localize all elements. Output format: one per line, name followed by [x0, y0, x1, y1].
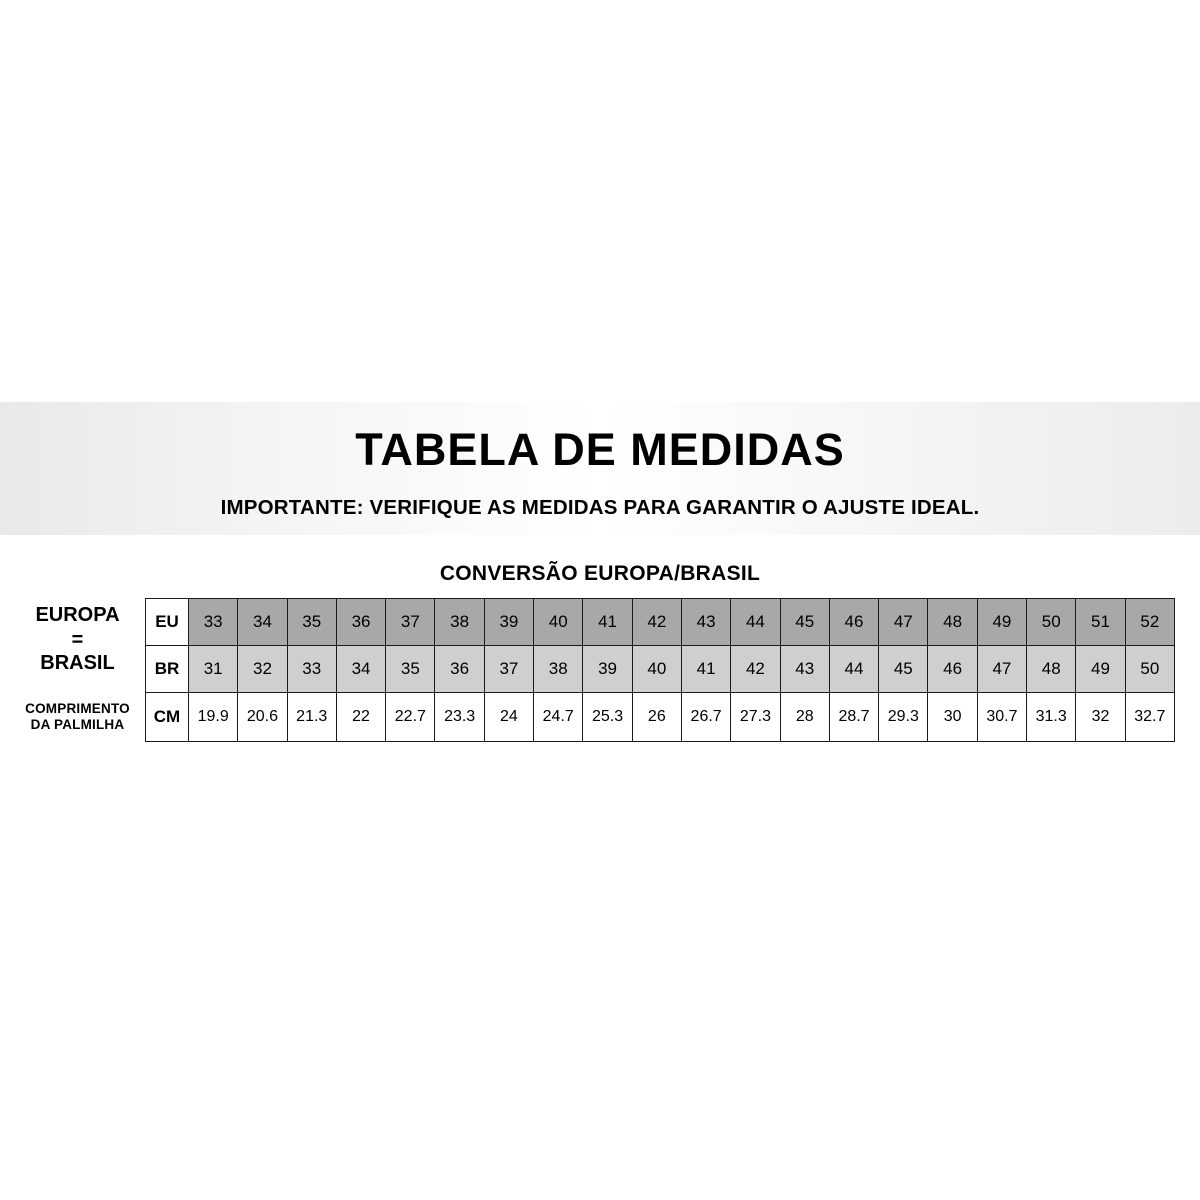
cell-cm-18: 32 — [1076, 693, 1125, 742]
label-insole-length-line1: COMPRIMENTO — [25, 701, 130, 716]
table-row — [146, 693, 1175, 742]
cell-cm-0: 19.9 — [189, 693, 238, 742]
cell-eu-0: 33 — [189, 599, 238, 646]
cell-eu-18: 51 — [1076, 599, 1125, 646]
cell-cm-7: 24.7 — [534, 693, 583, 742]
size-conversion-table — [145, 598, 1175, 742]
cell-cm-12: 28 — [780, 693, 829, 742]
cell-br-4: 35 — [386, 646, 435, 693]
cell-br-0: 31 — [189, 646, 238, 693]
left-axis-labels — [10, 598, 145, 733]
cell-cm-15: 30 — [928, 693, 977, 742]
cell-br-1: 32 — [238, 646, 287, 693]
cell-cm-11: 27.3 — [731, 693, 780, 742]
cell-cm-1: 20.6 — [238, 693, 287, 742]
cell-br-10: 41 — [681, 646, 730, 693]
page-title: TABELA DE MEDIDAS — [355, 424, 845, 475]
cell-cm-5: 23.3 — [435, 693, 484, 742]
cell-eu-7: 40 — [534, 599, 583, 646]
cell-br-12: 43 — [780, 646, 829, 693]
cell-br-7: 38 — [534, 646, 583, 693]
cell-eu-8: 41 — [583, 599, 632, 646]
cell-eu-10: 43 — [681, 599, 730, 646]
cell-cm-19: 32.7 — [1125, 693, 1174, 742]
cell-eu-15: 48 — [928, 599, 977, 646]
cell-br-14: 45 — [879, 646, 928, 693]
cell-cm-17: 31.3 — [1027, 693, 1076, 742]
table-row — [146, 599, 1175, 646]
cell-br-9: 40 — [632, 646, 681, 693]
label-insole-length-line2: DA PALMILHA — [30, 717, 125, 733]
cell-eu-1: 34 — [238, 599, 287, 646]
section-title: CONVERSÃO EUROPA/BRASIL — [439, 562, 761, 585]
row-header-br: BR — [146, 646, 189, 693]
cell-br-17: 48 — [1027, 646, 1076, 693]
cell-br-8: 39 — [583, 646, 632, 693]
label-insole-length — [10, 701, 145, 733]
table-row — [146, 646, 1175, 693]
cell-eu-16: 49 — [977, 599, 1026, 646]
cell-cm-2: 21.3 — [287, 693, 336, 742]
cell-eu-4: 37 — [386, 599, 435, 646]
cell-eu-19: 52 — [1125, 599, 1174, 646]
cell-eu-3: 36 — [336, 599, 385, 646]
label-europa: EUROPA — [35, 604, 120, 626]
cell-br-19: 50 — [1125, 646, 1174, 693]
label-equals: = — [71, 629, 84, 651]
cell-br-6: 37 — [484, 646, 533, 693]
cell-cm-3: 22 — [336, 693, 385, 742]
cell-eu-11: 44 — [731, 599, 780, 646]
cell-cm-6: 24 — [484, 693, 533, 742]
row-header-eu: EU — [146, 599, 189, 646]
cell-br-5: 36 — [435, 646, 484, 693]
cell-eu-12: 45 — [780, 599, 829, 646]
cell-eu-13: 46 — [829, 599, 878, 646]
cell-br-13: 44 — [829, 646, 878, 693]
row-header-cm: CM — [146, 693, 189, 742]
cell-br-11: 42 — [731, 646, 780, 693]
cell-cm-4: 22.7 — [386, 693, 435, 742]
cell-eu-14: 47 — [879, 599, 928, 646]
cell-br-3: 34 — [336, 646, 385, 693]
cell-cm-14: 29.3 — [879, 693, 928, 742]
cell-cm-9: 26 — [632, 693, 681, 742]
cell-eu-6: 39 — [484, 599, 533, 646]
cell-br-2: 33 — [287, 646, 336, 693]
cell-eu-9: 42 — [632, 599, 681, 646]
cell-br-18: 49 — [1076, 646, 1125, 693]
cell-eu-2: 35 — [287, 599, 336, 646]
cell-br-16: 47 — [977, 646, 1026, 693]
cell-eu-5: 38 — [435, 599, 484, 646]
label-brasil: BRASIL — [40, 652, 115, 674]
cell-br-15: 46 — [928, 646, 977, 693]
cell-cm-8: 25.3 — [583, 693, 632, 742]
cell-cm-10: 26.7 — [681, 693, 730, 742]
page-subtitle: IMPORTANTE: VERIFIQUE AS MEDIDAS PARA GARANTIR O AJUSTE IDEAL. — [220, 496, 980, 519]
cell-eu-17: 50 — [1027, 599, 1076, 646]
cell-cm-13: 28.7 — [829, 693, 878, 742]
cell-cm-16: 30.7 — [977, 693, 1026, 742]
